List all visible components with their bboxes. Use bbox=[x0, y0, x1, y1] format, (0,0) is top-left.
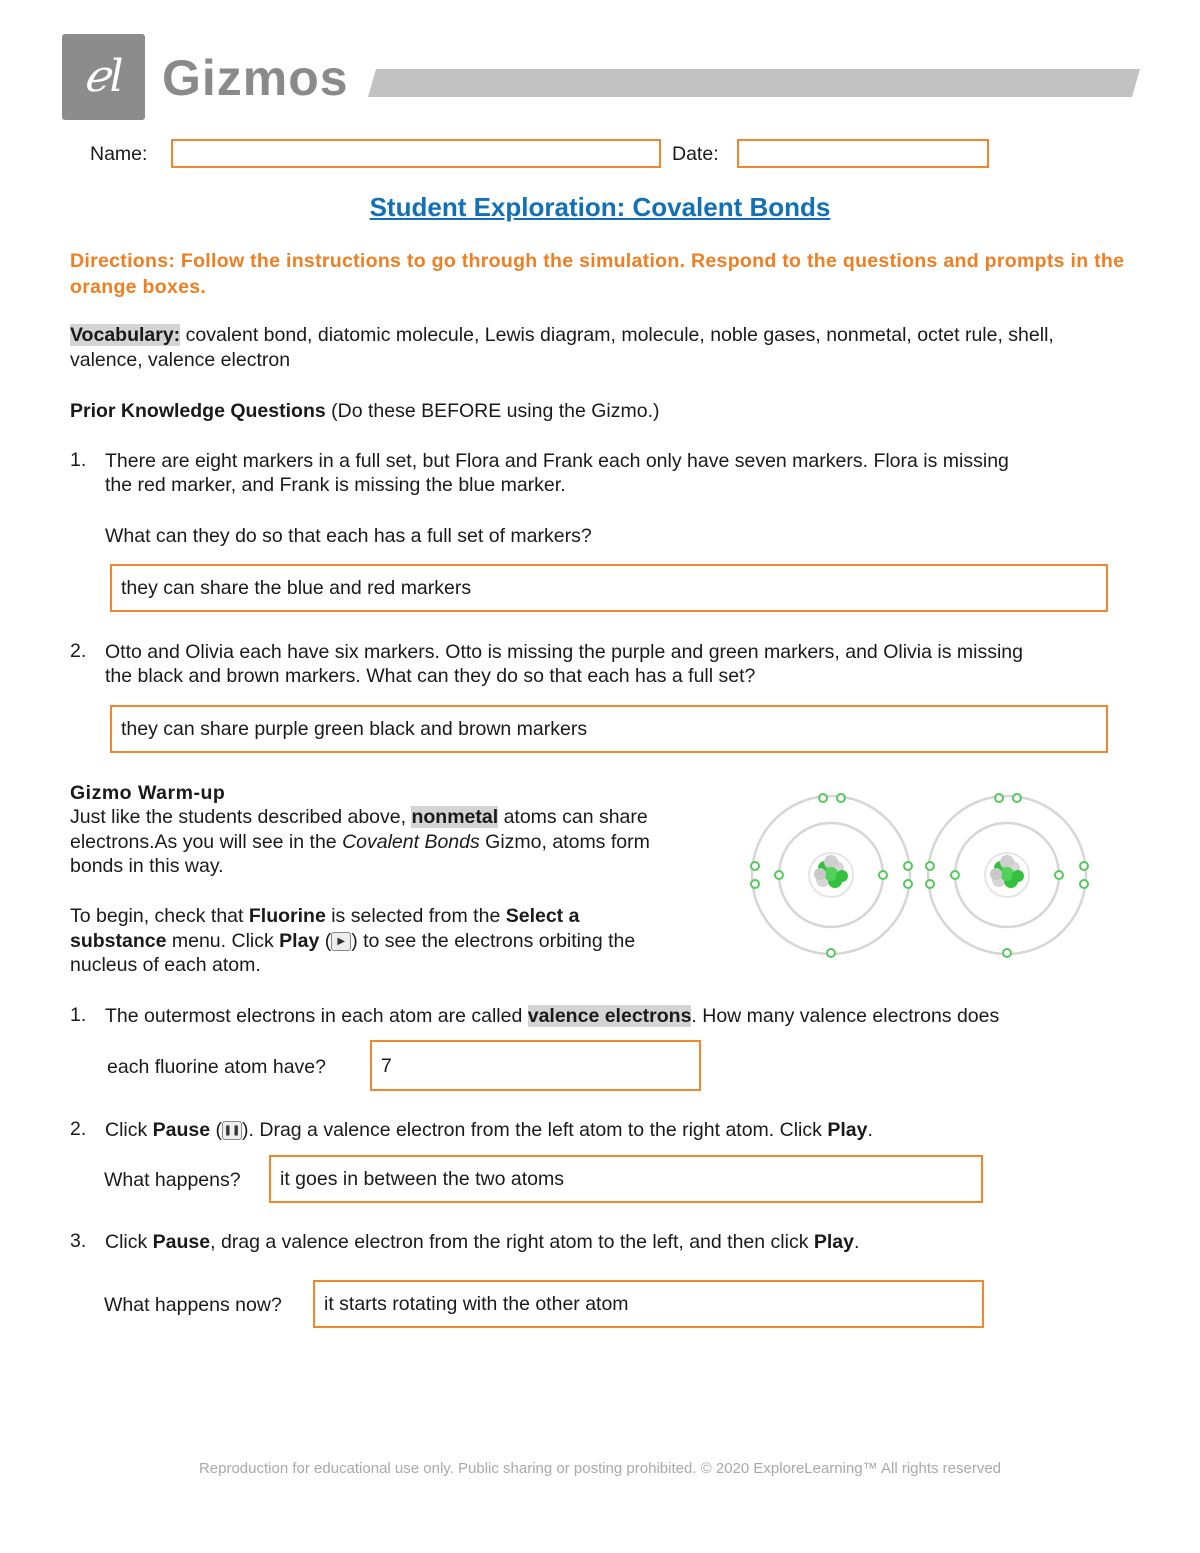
warmup-q2-text: Click Pause ( ❚❚). Drag a valence electron from the left atom to the right atom. Click Play. bbox=[105, 1119, 873, 1141]
warmup-q1-answer[interactable]: 7 bbox=[370, 1040, 701, 1091]
name-field[interactable] bbox=[171, 139, 661, 168]
prior-q2-answer[interactable]: they can share purple green black and brown markers bbox=[110, 705, 1108, 753]
warmup-q1-prompt: each fluorine atom have? bbox=[107, 1056, 326, 1078]
warmup-q3-prompt: What happens now? bbox=[104, 1294, 282, 1316]
pause-icon: ❚❚ bbox=[222, 1121, 242, 1140]
question-number: 1. bbox=[70, 1004, 87, 1026]
date-label: Date: bbox=[672, 143, 719, 165]
left-atom bbox=[751, 794, 912, 957]
prior-q1-text: There are eight markers in a full set, but Flora and Frank each only have seven markers. Flora is missing the red marker, and Frank is missing the blue marker. bbox=[105, 450, 1009, 496]
fluorine-atoms-diagram bbox=[745, 790, 1095, 960]
vocabulary-label: Vocabulary: bbox=[70, 324, 181, 346]
question-number: 2. bbox=[70, 1118, 87, 1140]
prior-q1-prompt: What can they do so that each has a full set of markers? bbox=[105, 525, 592, 547]
question-number: 3. bbox=[70, 1230, 87, 1252]
brand-name: Gizmos bbox=[162, 50, 349, 106]
vocabulary-terms: covalent bond, diatomic molecule, Lewis diagram, molecule, noble gases, nonmetal, octet rule, shell, valence, valence electron bbox=[70, 324, 1054, 371]
name-label: Name: bbox=[90, 143, 148, 165]
warmup-q2-answer[interactable]: it goes in between the two atoms bbox=[269, 1155, 983, 1203]
prior-q1-answer[interactable]: they can share the blue and red markers bbox=[110, 564, 1108, 612]
question-number: 1. bbox=[70, 449, 87, 471]
warmup-heading: Gizmo Warm-up bbox=[70, 782, 226, 804]
question-number: 2. bbox=[70, 640, 87, 662]
warmup-q2-prompt: What happens? bbox=[104, 1169, 241, 1191]
warmup-q3-text: Click Pause, drag a valence electron from the right atom to the left, and then click Play. bbox=[105, 1231, 860, 1253]
vocabulary bbox=[70, 323, 1130, 373]
header-bar bbox=[368, 69, 1140, 97]
date-field[interactable] bbox=[737, 139, 989, 168]
prior-knowledge-heading: Prior Knowledge Questions (Do these BEFORE using the Gizmo.) bbox=[70, 400, 660, 422]
right-atom bbox=[926, 794, 1088, 957]
footer-copyright: Reproduction for educational use only. Public sharing or posting prohibited. © 2020 ExploreLearning™ All rights reserved bbox=[198, 1460, 1002, 1477]
warmup-q3-answer[interactable]: it starts rotating with the other atom bbox=[313, 1280, 984, 1328]
directions: Directions: Follow the instructions to go through the simulation. Respond to the questions and prompts in the orange boxes. bbox=[70, 250, 1125, 298]
warmup-paragraph-2: To begin, check that Fluorine is selected from the Select a substance menu. Click Play ( ▶ ) to see the electrons orbiting the nucleus of each atom. bbox=[70, 905, 636, 976]
explorelearning-logo: ℯl bbox=[62, 34, 145, 120]
page-title: Student Exploration: Covalent Bonds bbox=[369, 192, 831, 222]
play-icon: ▶ bbox=[331, 932, 351, 951]
prior-q2-text: Otto and Olivia each have six markers. Otto is missing the purple and green markers, and Olivia is missing the black and brown markers. What can they do so that each has a full set? bbox=[105, 641, 1023, 687]
warmup-q1-text: The outermost electrons in each atom are called valence electrons. How many valence electrons does bbox=[105, 1005, 1000, 1027]
warmup-paragraph-1: Just like the students described above, nonmetal atoms can share electrons.As you will see in the Covalent Bonds Gizmo, atoms form bonds in this way. bbox=[70, 806, 650, 877]
